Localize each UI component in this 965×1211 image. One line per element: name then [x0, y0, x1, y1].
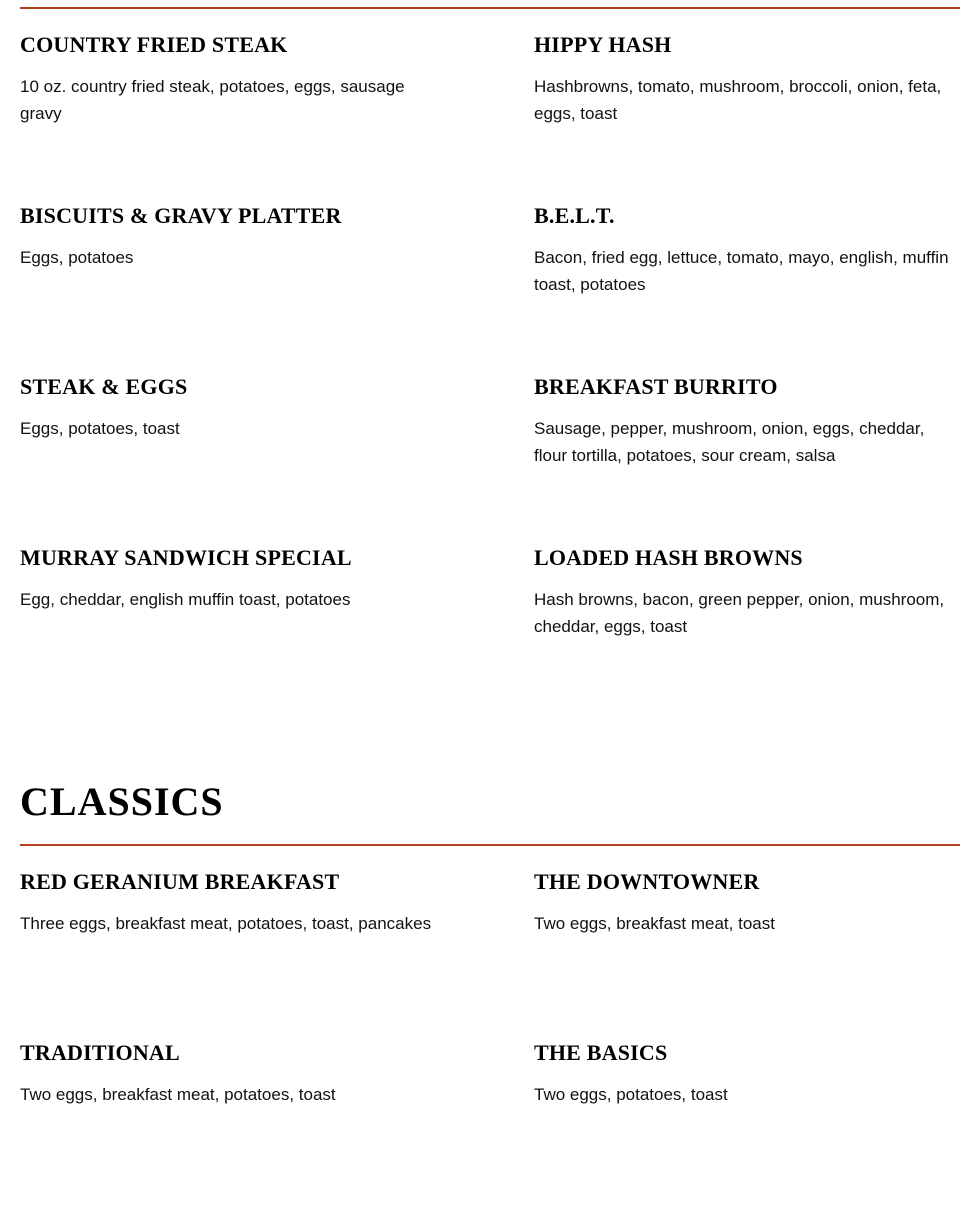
menu-item — [534, 32, 960, 203]
menu-item-description: Two eggs, potatoes, toast — [534, 1085, 728, 1104]
menu-item — [534, 869, 960, 1040]
menu-item-description: Sausage, pepper, mushroom, onion, eggs, cheddar, flour tortilla, potatoes, sour cream, salsa — [534, 419, 925, 465]
menu-item — [20, 1040, 534, 1211]
menu-item-name: BISCUITS & GRAVY PLATTER — [20, 203, 342, 228]
section-divider — [20, 844, 960, 846]
menu-grid — [20, 869, 960, 1211]
menu-item-description: 10 oz. country fried steak, potatoes, eggs, sausage gravy — [20, 77, 405, 123]
menu-item — [20, 203, 534, 374]
section-title-classics: CLASSICS — [20, 779, 224, 824]
menu-item-description: Three eggs, breakfast meat, potatoes, toast, pancakes — [20, 914, 432, 933]
menu-item — [534, 374, 960, 545]
menu-item — [534, 1040, 960, 1211]
menu-item-description: Hash browns, bacon, green pepper, onion, mushroom, cheddar, eggs, toast — [534, 590, 945, 636]
menu-item — [20, 869, 534, 1040]
menu-item-description: Two eggs, breakfast meat, toast — [534, 914, 775, 933]
menu-item-name: HIPPY HASH — [534, 32, 672, 57]
menu-item-description: Eggs, potatoes, toast — [20, 419, 180, 438]
menu-item-description: Bacon, fried egg, lettuce, tomato, mayo, english, muffin toast, potatoes — [534, 248, 949, 294]
menu-item — [534, 545, 960, 716]
menu-item — [20, 374, 534, 545]
menu-item-description: Hashbrowns, tomato, mushroom, broccoli, onion, feta, eggs, toast — [534, 77, 942, 123]
menu-item — [534, 203, 960, 374]
menu-item-name: COUNTRY FRIED STEAK — [20, 32, 288, 57]
menu-item-name: B.E.L.T. — [534, 203, 615, 228]
menu-item-name: THE BASICS — [534, 1040, 668, 1065]
menu-item-name: STEAK & EGGS — [20, 374, 188, 399]
menu-item — [20, 545, 534, 716]
menu-item-name: TRADITIONAL — [20, 1040, 180, 1065]
menu-grid — [20, 32, 960, 716]
section-divider — [20, 7, 960, 9]
menu-item-description: Two eggs, breakfast meat, potatoes, toast — [20, 1085, 336, 1104]
menu-item-name: MURRAY SANDWICH SPECIAL — [20, 545, 352, 570]
menu-item-description: Egg, cheddar, english muffin toast, potatoes — [20, 590, 351, 609]
menu-item-name: RED GERANIUM BREAKFAST — [20, 869, 340, 894]
menu-item-name: THE DOWNTOWNER — [534, 869, 760, 894]
menu-item — [20, 32, 534, 203]
menu-item-description: Eggs, potatoes — [20, 248, 134, 267]
menu-item-name: LOADED HASH BROWNS — [534, 545, 803, 570]
menu-item-name: BREAKFAST BURRITO — [534, 374, 778, 399]
